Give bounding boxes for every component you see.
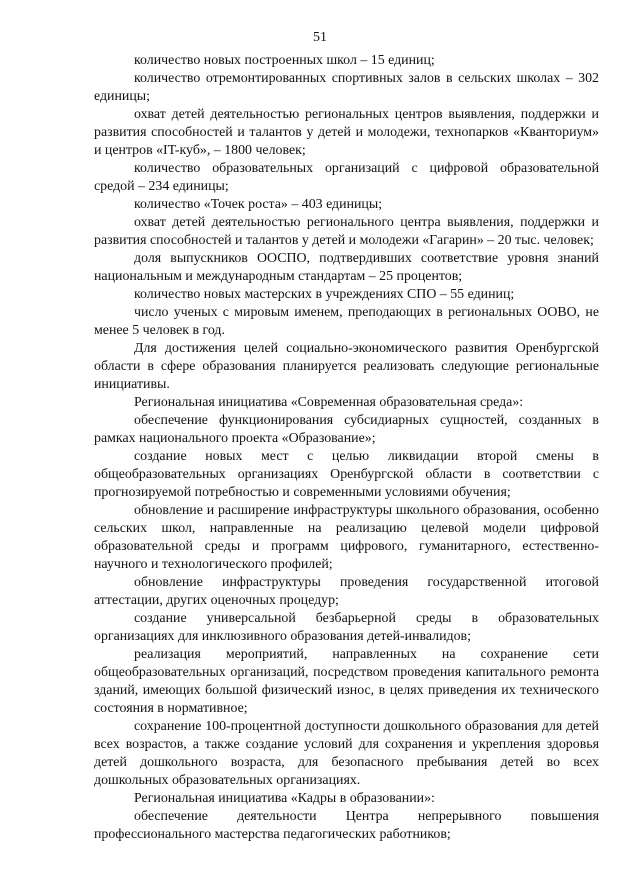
paragraph: создание универсальной безбарьерной среды в образовательных организациях для инклюзивного образования детей-инвалидов; xyxy=(94,611,599,644)
paragraph: обеспечение функционирования субсидиарных сущностей, созданных в рамках национального проекта «Образование»; xyxy=(94,413,599,446)
section-heading: Региональная инициатива «Современная образовательная среда»: xyxy=(134,395,524,410)
paragraph: обновление инфраструктуры проведения государственной итоговой аттестации, других оценочных процедур; xyxy=(94,575,599,608)
section-heading: Региональная инициатива «Кадры в образовании»: xyxy=(134,791,435,806)
paragraph: реализация мероприятий, направленных на сохранение сети общеобразовательных организаций, посредством проведения капитального ремонта зданий, имеющих большой физический износ, в целях приведения их технического состояния в нормативное; xyxy=(94,647,599,716)
paragraph: обновление и расширение инфраструктуры школьного образования, особенно сельских школ, направленные на реализацию целевой модели цифровой образовательной среды и программ цифрового, гуманитарного, естественно-научного и технологического профилей; xyxy=(94,503,599,572)
paragraph: охват детей деятельностью регионального центра выявления, поддержки и развития способностей и талантов у детей и молодежи «Гагарин» – 20 тыс. человек; xyxy=(94,215,599,248)
document-body xyxy=(94,52,599,844)
paragraph: число ученых с мировым именем, преподающих в региональных ООВО, не менее 5 человек в год. xyxy=(94,305,599,338)
paragraph: доля выпускников ООСПО, подтвердивших соответствие уровня знаний национальным и международным стандартам – 25 процентов; xyxy=(94,251,599,284)
paragraph: количество новых построенных школ – 15 единиц; xyxy=(134,53,435,68)
paragraph: охват детей деятельностью региональных центров выявления, поддержки и развития способностей и талантов у детей и молодежи, технопарков «Кванториум» и центров «IT-куб», – 1800 человек; xyxy=(94,107,599,158)
paragraph: Для достижения целей социально-экономического развития Оренбургской области в сфере образования планируется реализовать следующие региональные инициативы. xyxy=(94,341,599,392)
paragraph: создание новых мест с целью ликвидации второй смены в общеобразовательных организациях Оренбургской области в соответствии с прогнозируемой потребностью и современными условиями обучения; xyxy=(94,449,599,500)
paragraph: количество отремонтированных спортивных залов в сельских школах – 302 единицы; xyxy=(94,71,599,104)
page-number: 51 xyxy=(313,30,327,45)
paragraph: сохранение 100-процентной доступности дошкольного образования для детей всех возрастов, а также создание условий для сохранения и укрепления здоровья детей дошкольного возраста, для безопасного пребывания детей во всех дошкольных образовательных организациях. xyxy=(94,719,599,788)
paragraph: обеспечение деятельности Центра непрерывного повышения профессионального мастерства педагогических работников; xyxy=(94,809,599,842)
paragraph: количество образовательных организаций с цифровой образовательной средой – 234 единицы; xyxy=(94,161,599,194)
paragraph: количество «Точек роста» – 403 единицы; xyxy=(134,197,383,212)
paragraph: количество новых мастерских в учреждениях СПО – 55 единиц; xyxy=(134,287,515,302)
